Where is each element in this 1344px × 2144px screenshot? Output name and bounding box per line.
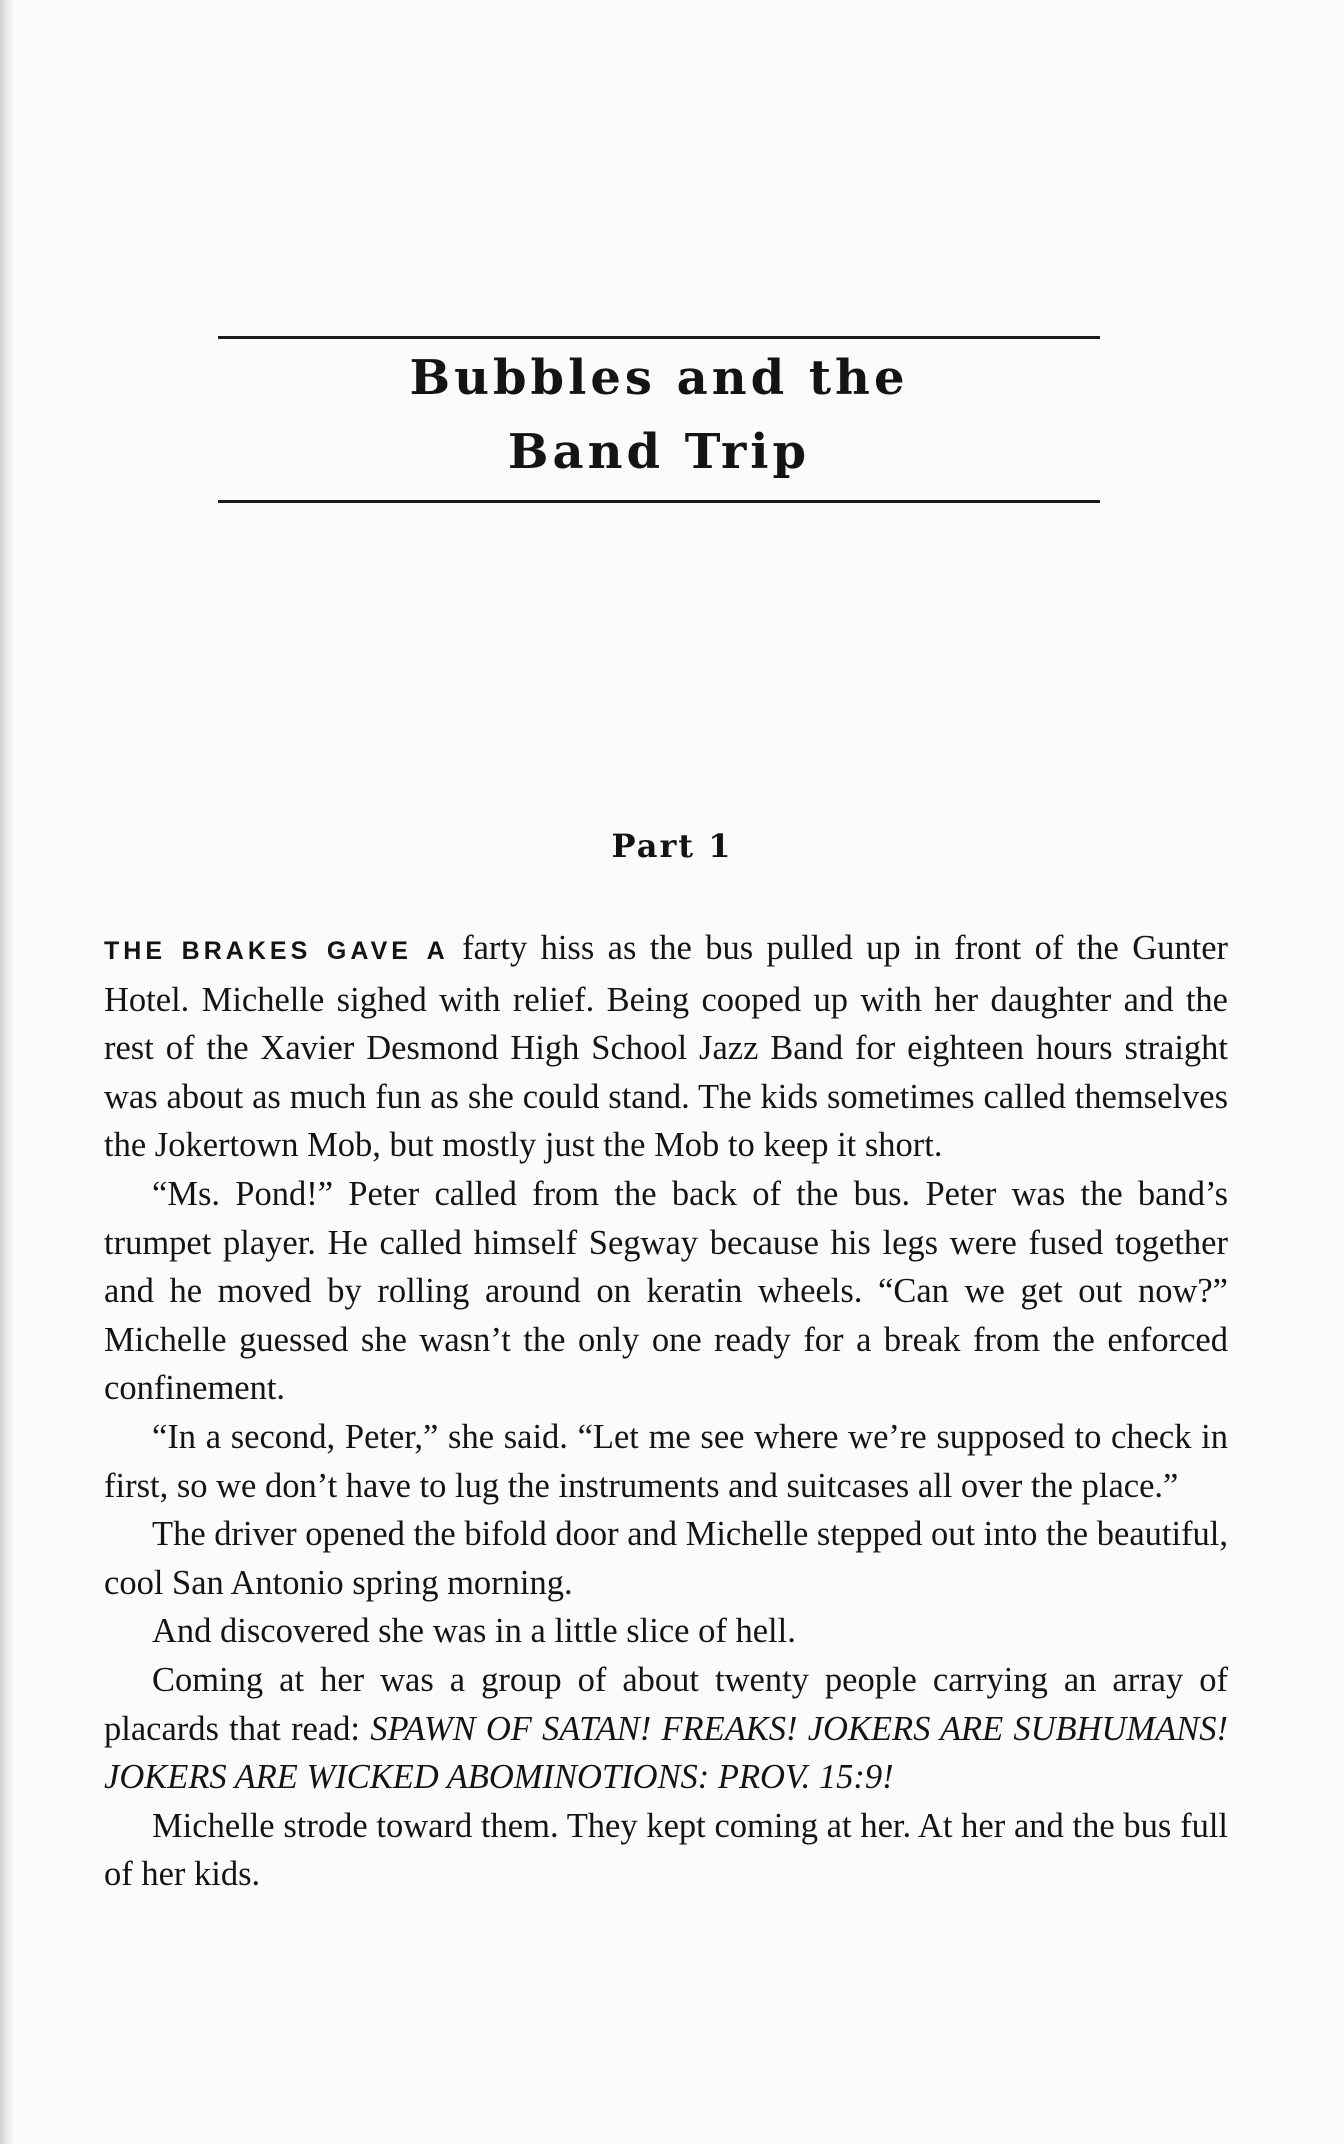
paragraph-5: And discovered she was in a little slice of hell. xyxy=(152,1612,796,1651)
paragraph-1-text: farty hiss as the bus pulled up in front of the Gunter Hotel. Michelle sighed with relief. Being cooped up with her daughter and the rest of the Xavier Desmond High School Jazz Band for eighteen hours straight was about as much fun as she could stand. The kids sometimes called themselves the Jokertown Mob, but mostly just the Mob to keep it short. xyxy=(104,929,1228,1165)
chapter-title-block xyxy=(218,336,1100,506)
paragraph-6 xyxy=(104,1656,1228,1802)
paragraph-2: “Ms. Pond!” Peter called from the back of the bus. Peter was the band’s trumpet player. He called himself Segway because his legs were fused together and he moved by rolling around on keratin wheels. “Can we get out now?” Michelle guessed she wasn’t the only one ready for a break from the enforced confinement. xyxy=(104,1174,1228,1408)
chapter-title-line-1: Bubbles and the xyxy=(409,350,909,406)
body-text xyxy=(104,924,1228,1899)
paragraph-1 xyxy=(104,924,1228,1170)
page-gutter-shadow xyxy=(0,0,14,2144)
part-heading: Part 1 xyxy=(611,827,733,865)
paragraph-4: The driver opened the bifold door and Michelle stepped out into the beautiful, cool San Antonio spring morning. xyxy=(104,1515,1228,1602)
paragraph-lead-in: THE BRAKES GAVE A xyxy=(104,937,449,965)
title-rule-bottom xyxy=(218,500,1100,503)
paragraph-3: “In a second, Peter,” she said. “Let me see where we’re supposed to check in first, so we don’t have to lug the instruments and suitcases all over the place.” xyxy=(104,1417,1228,1505)
placard-slogans: SPAWN OF SATAN! FREAKS! JOKERS ARE SUBHUMANS! JOKERS ARE WICKED ABOMINOTIONS: PROV. 15:9! xyxy=(104,1709,1228,1797)
paragraph-6-text: Coming at her was a group of about twenty people carrying an array of placards that read: xyxy=(104,1660,1228,1748)
chapter-title-line-2: Band Trip xyxy=(507,424,811,480)
title-rule-top xyxy=(218,336,1100,339)
paragraph-7: Michelle strode toward them. They kept coming at her. At her and the bus full of her kids. xyxy=(104,1806,1228,1894)
